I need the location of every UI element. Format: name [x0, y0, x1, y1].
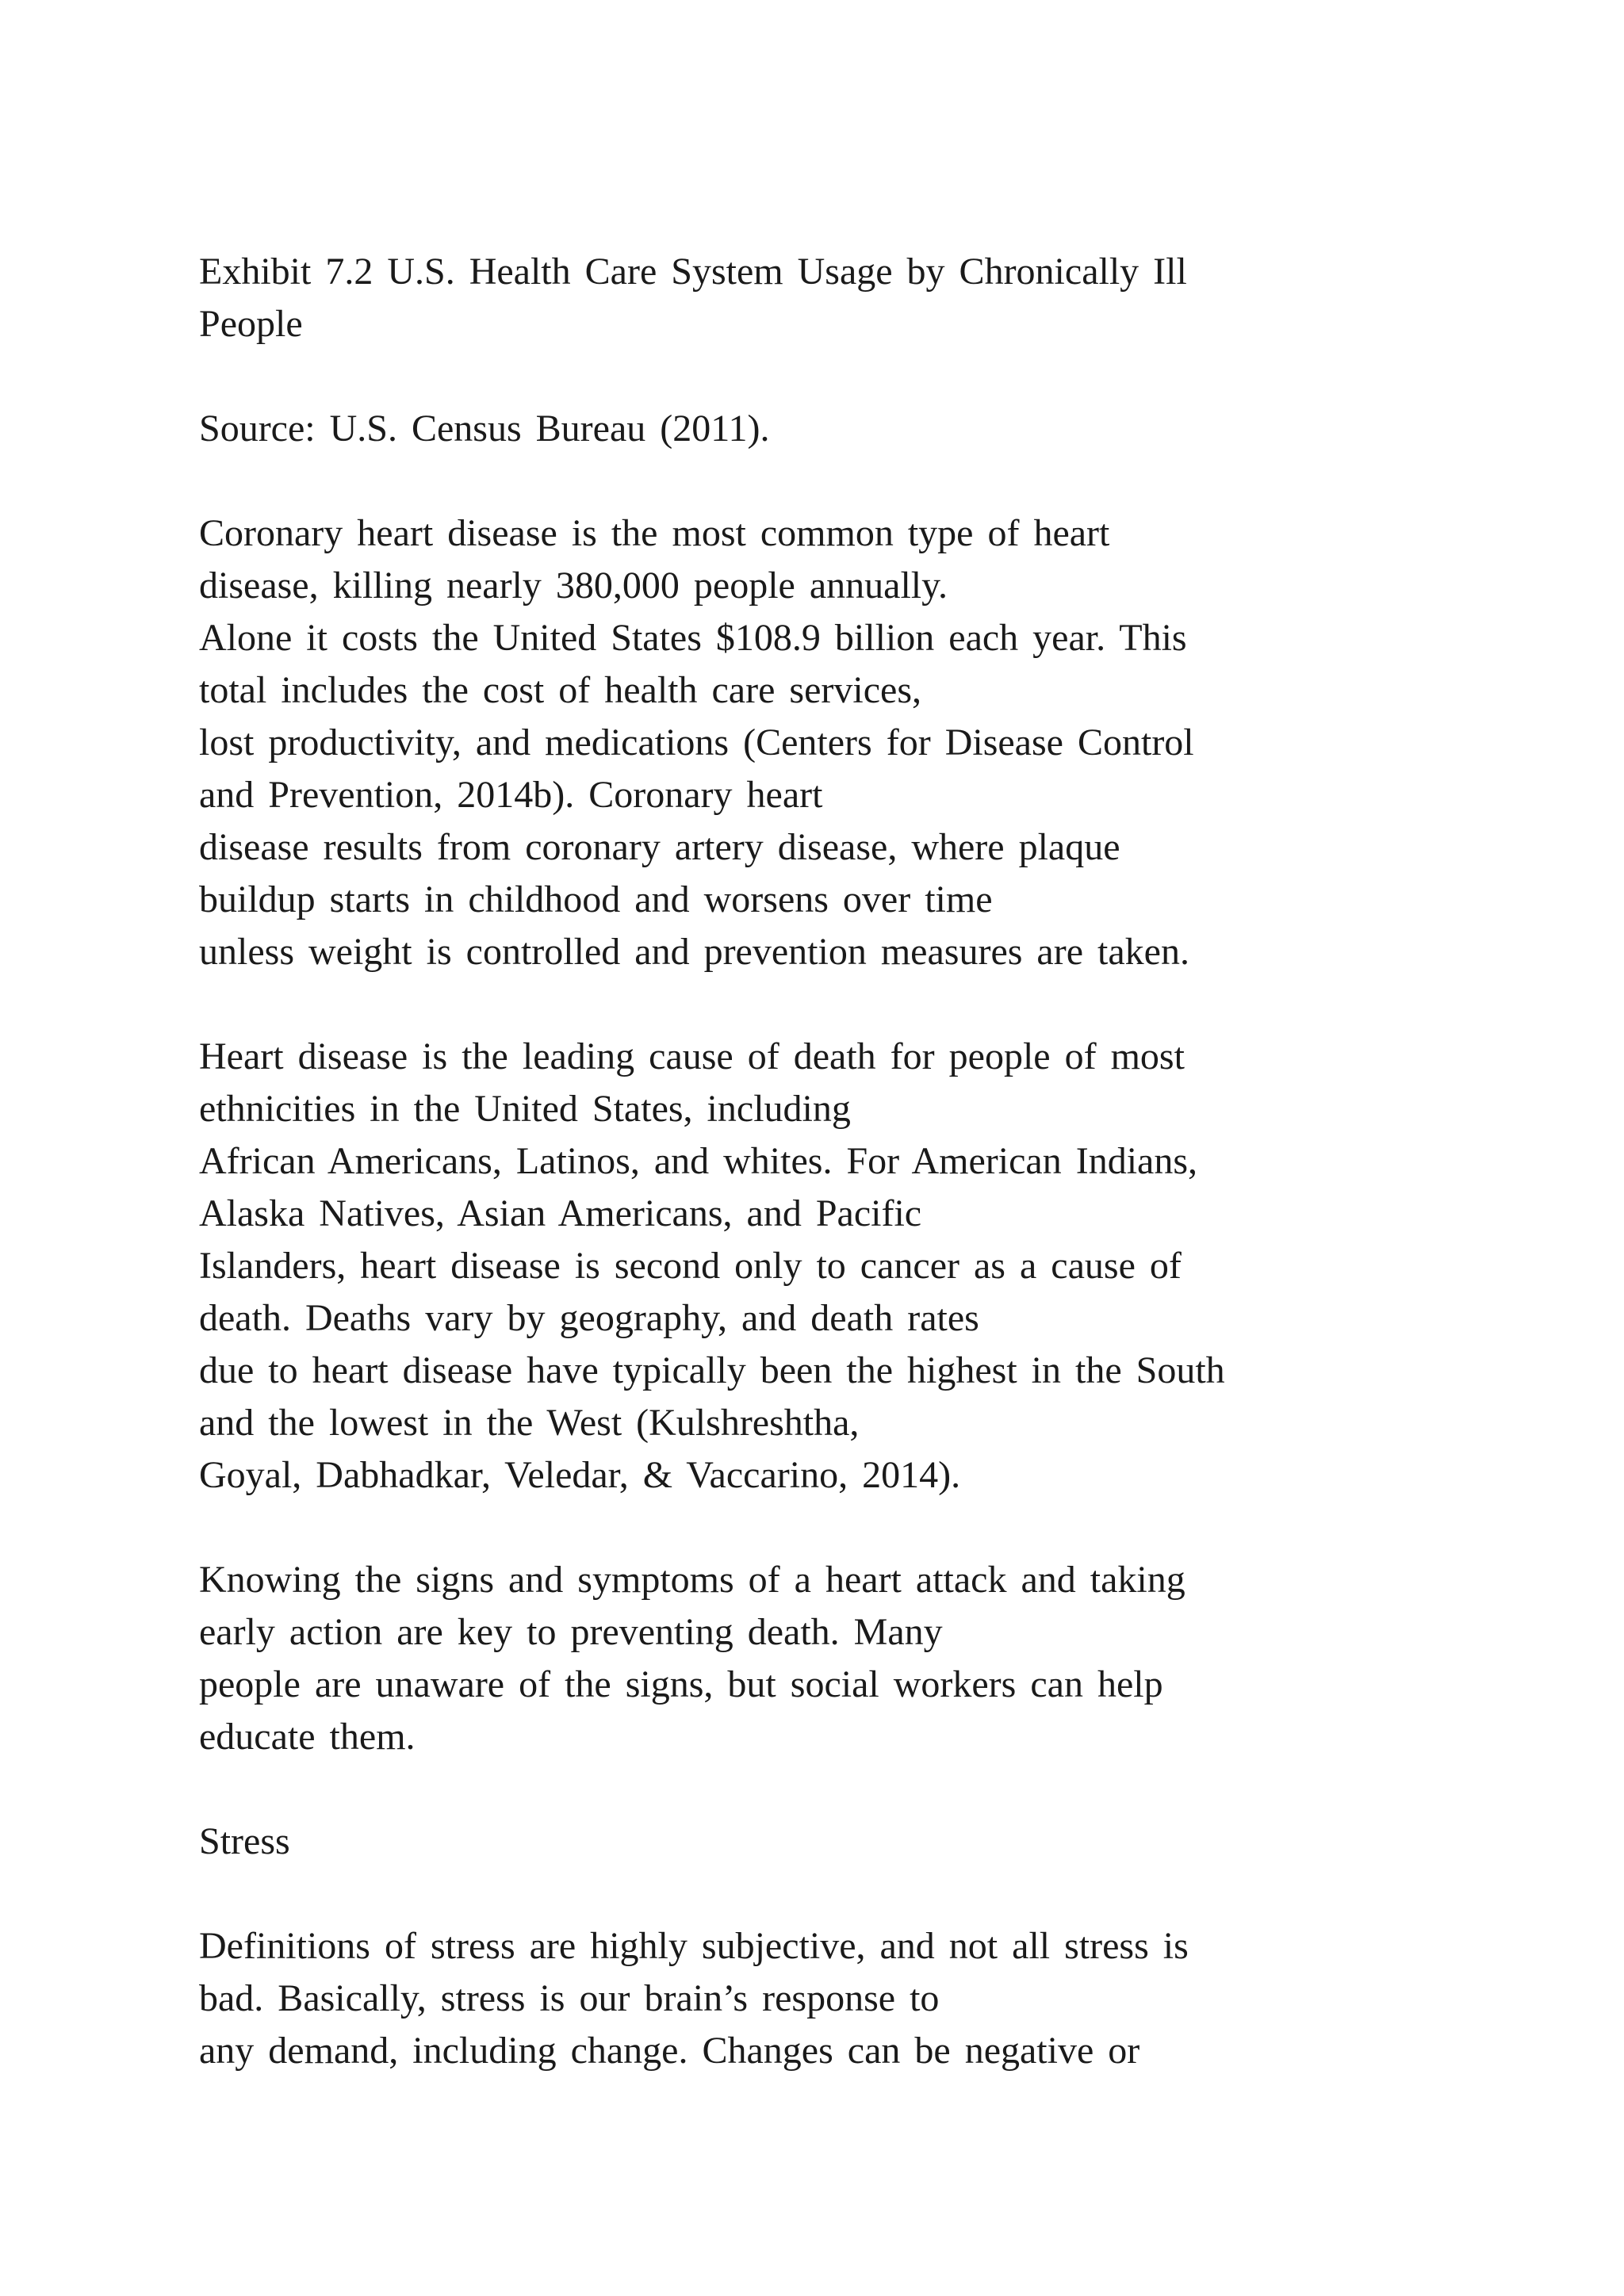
text-line: buildup starts in childhood and worsens over time — [199, 878, 993, 920]
heading-text: Stress — [199, 1820, 290, 1862]
text-line: any demand, including change. Changes can be negative or — [199, 2030, 1140, 2072]
text-line: and the lowest in the West (Kulshreshtha, — [199, 1402, 860, 1444]
text-line: Heart disease is the leading cause of death for people of most — [199, 1035, 1185, 1077]
text-line: ethnicities in the United States, including — [199, 1088, 851, 1130]
section-heading-stress — [199, 1816, 1515, 1868]
paragraph-stress-definition — [199, 1920, 1515, 2077]
paragraph-heart-attack-signs — [199, 1554, 1515, 1763]
text-line: disease results from coronary artery disease, where plaque — [199, 826, 1120, 868]
text-line: Goyal, Dabhadkar, Veledar, & Vaccarino, 2014). — [199, 1454, 961, 1496]
text-line: unless weight is controlled and prevention measures are taken. — [199, 931, 1189, 973]
text-line: lost productivity, and medications (Centers for Disease Control — [199, 721, 1194, 763]
text-line: Alone it costs the United States $108.9 billion each year. This — [199, 617, 1187, 659]
text-line: and Prevention, 2014b). Coronary heart — [199, 774, 823, 816]
text-line: educate them. — [199, 1716, 416, 1758]
text-line: total includes the cost of health care services, — [199, 669, 921, 711]
text-line: People — [199, 303, 303, 345]
text-line: death. Deaths vary by geography, and death rates — [199, 1297, 979, 1339]
exhibit-caption — [199, 246, 1515, 350]
text-line: Islanders, heart disease is second only to cancer as a cause of — [199, 1245, 1182, 1287]
text-line: disease, killing nearly 380,000 people annually. — [199, 564, 948, 607]
source-citation — [199, 403, 1515, 455]
text-line: early action are key to preventing death. Many — [199, 1611, 943, 1653]
text-line: due to heart disease have typically been the highest in the South — [199, 1349, 1225, 1391]
text-line: Alaska Natives, Asian Americans, and Pacific — [199, 1192, 922, 1234]
text-line: Exhibit 7.2 U.S. Health Care System Usage by Chronically Ill — [199, 251, 1187, 293]
text-line: African Americans, Latinos, and whites. For American Indians, — [199, 1140, 1198, 1182]
text-line: bad. Basically, stress is our brain’s response to — [199, 1977, 940, 2019]
text-line: Source: U.S. Census Bureau (2011). — [199, 408, 770, 450]
text-line: Definitions of stress are highly subjective, and not all stress is — [199, 1925, 1189, 1967]
text-line: people are unaware of the signs, but social workers can help — [199, 1663, 1163, 1705]
text-line: Knowing the signs and symptoms of a heart attack and taking — [199, 1559, 1185, 1601]
paragraph-coronary-heart-disease — [199, 507, 1515, 978]
paragraph-heart-disease-ethnicity — [199, 1031, 1515, 1502]
text-line: Coronary heart disease is the most common type of heart — [199, 512, 1110, 554]
document-body — [199, 246, 1515, 2130]
